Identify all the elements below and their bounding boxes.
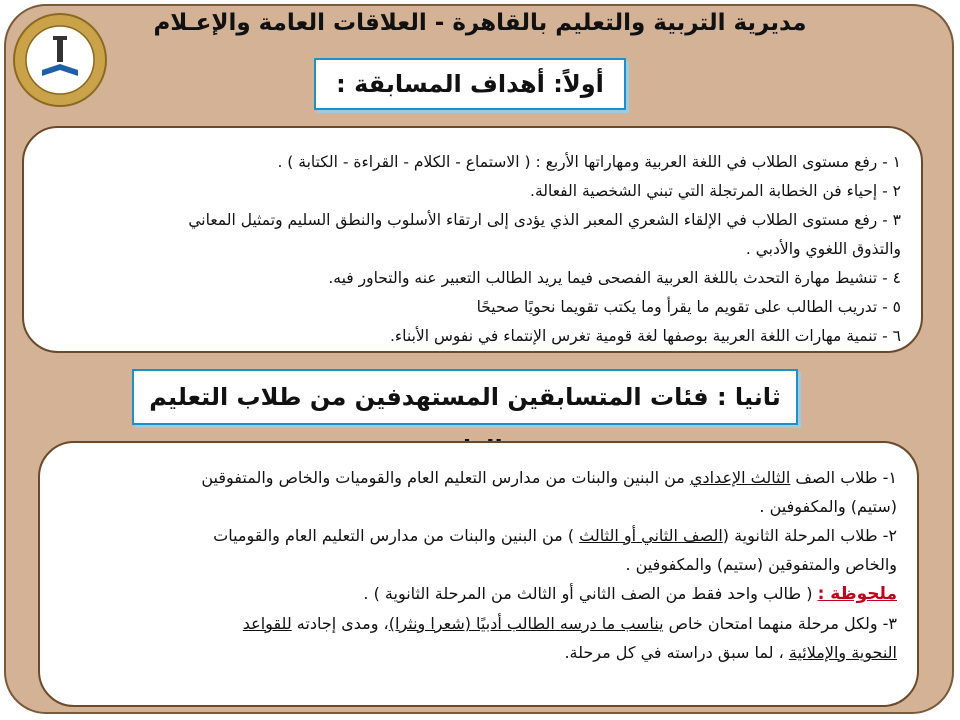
- participant-1-cont: (ستيم) والمكفوفين .: [759, 497, 897, 516]
- participant-3: [62, 609, 897, 638]
- participant-3-underline-2: للقواعد: [242, 614, 292, 633]
- objective-5: ٥ - تدريب الطالب على تقويم ما يقرأ وما يكتب تقويما نحويًا صحيحًا: [476, 298, 901, 316]
- participant-3-cont: [62, 638, 897, 667]
- participant-2-grade: الصف الثاني أو الثالث: [579, 526, 723, 545]
- objectives-panel: [22, 126, 923, 353]
- participant-3-text-c: ، لما سبق دراسته في كل مرحلة.: [564, 643, 789, 662]
- directorate-logo: [12, 12, 108, 108]
- objective-1: ١ - رفع مستوى الطلاب في اللغة العربية ومهاراتها الأربع : ( الاستماع - الكلام - القراءة - الكتابة ) .: [277, 153, 901, 171]
- participant-1-grade: الثالث الإعدادي: [689, 468, 791, 487]
- header-title: مديرية التربية والتعليم بالقاهرة - العلاقات العامة والإعـلام: [153, 10, 807, 36]
- note-label: ملحوظة :: [817, 584, 897, 604]
- participant-3-text-b: ، ومدى إجادته: [291, 614, 389, 633]
- objective-3-cont: والتذوق اللغوي والأدبي .: [745, 240, 901, 258]
- participant-1-text-b: من البنين والبنات من مدارس التعليم العام والقوميات والخاص والمتفوقين: [201, 468, 690, 487]
- participant-1: [62, 463, 897, 492]
- participant-1-text-a: ١- طلاب الصف: [790, 468, 897, 487]
- section2-title: ثانيا : فئات المتسابقين المستهدفين من طلاب التعليم: [132, 369, 798, 425]
- note: [62, 579, 897, 609]
- objective-4: ٤ - تنشيط مهارة التحدث باللغة العربية الفصحى فيما يريد الطالب التعبير عنه والتحاور فيه.: [328, 269, 901, 287]
- participant-3-text-a: ٣- ولكل مرحلة منهما امتحان خاص: [663, 614, 897, 633]
- participant-2-cont: والخاص والمتفوقين (ستيم) والمكفوفين .: [625, 555, 897, 574]
- note-text: ( طالب واحد فقط من الصف الثاني أو الثالث من المرحلة الثانوية ) .: [363, 584, 818, 603]
- participant-2-text-a: ٢- طلاب المرحلة الثانوية (: [722, 526, 897, 545]
- objective-3: ٣ - رفع مستوى الطلاب في الإلقاء الشعري المعبر الذي يؤدى إلى ارتقاء الأسلوب والنطق السليم وتمثيل المعاني: [188, 211, 901, 229]
- participants-panel: [38, 441, 919, 707]
- participant-2-text-b: ) من البنين والبنات من مدارس التعليم العام والقوميات: [213, 526, 580, 545]
- participant-3-underline-1: يناسب ما درسه الطالب أدبيًا (شعرا ونثرا): [388, 614, 664, 633]
- participant-2: [62, 521, 897, 550]
- objective-6: ٦ - تنمية مهارات اللغة العربية بوصفها لغة قومية تغرس الإنتماء في نفوس الأبناء.: [389, 327, 901, 345]
- section1-title: أولاً: أهداف المسابقة :: [314, 58, 626, 110]
- participant-3-underline-3: النحوية والإملائية: [788, 643, 897, 662]
- objective-2: ٢ - إحياء فن الخطابة المرتجلة التي تبني الشخصية الفعالة.: [530, 182, 901, 200]
